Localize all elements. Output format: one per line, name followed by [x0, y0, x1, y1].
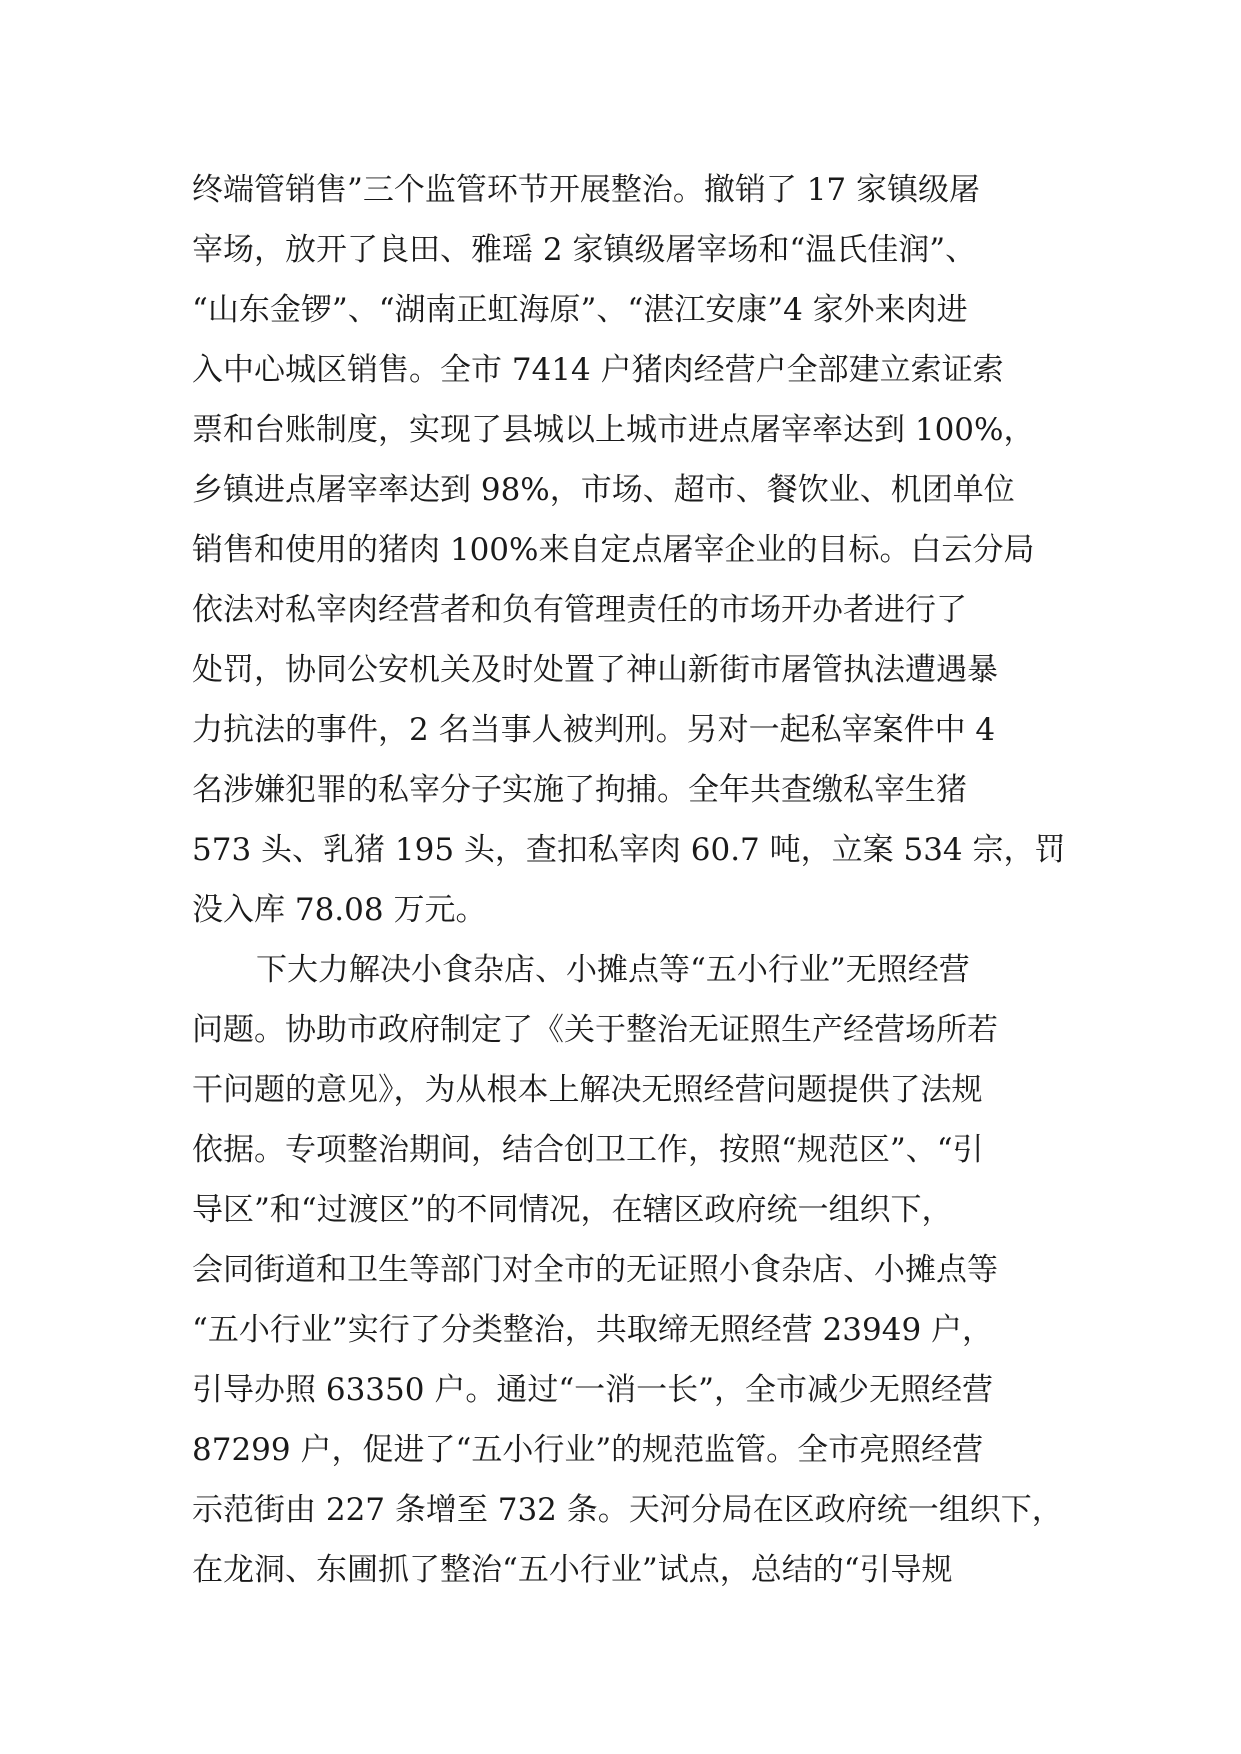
text-line: 依法对私宰肉经营者和负有管理责任的市场开办者进行了 [192, 592, 967, 628]
text-line: 87299 户，促进了“五小行业”的规范监管。全市亮照经营 [192, 1432, 984, 1468]
text-line: 乡镇进点屠宰率达到 98%，市场、超市、餐饮业、机团单位 [192, 472, 1015, 508]
body-text [192, 160, 1066, 1600]
text-line: “五小行业”实行了分类整治，共取缔无照经营 23949 户， [192, 1312, 994, 1348]
text-line: 示范街由 227 条增至 732 条。天河分局在区政府统一组织下， [192, 1492, 1063, 1528]
text-line: 销售和使用的猪肉 100%来自定点屠宰企业的目标。白云分局 [192, 532, 1035, 568]
text-line: 名涉嫌犯罪的私宰分子实施了拘捕。全年共查缴私宰生猪 [192, 772, 967, 808]
text-line: 干问题的意见》，为从根本上解决无照经营问题提供了法规 [192, 1072, 983, 1108]
text-line: 处罚，协同公安机关及时处置了神山新街市屠管执法遭遇暴 [192, 652, 998, 688]
paragraph [192, 160, 1066, 940]
paragraph [192, 940, 1063, 1600]
text-line: 问题。协助市政府制定了《关于整治无证照生产经营场所若 [192, 1012, 998, 1048]
text-line: 导区”和“过渡区”的不同情况，在辖区政府统一组织下， [192, 1192, 953, 1228]
text-line: 依据。专项整治期间，结合创卫工作，按照“规范区”、“引 [192, 1132, 984, 1168]
text-line: 终端管销售”三个监管环节开展整治。撤销了 17 家镇级屠 [192, 172, 980, 208]
text-line: “山东金锣”、“湖南正虹海原”、“湛江安康”4 家外来肉进 [192, 292, 968, 328]
text-line: 宰场，放开了良田、雅瑶 2 家镇级屠宰场和“温氏佳润”、 [192, 232, 977, 268]
text-line: 力抗法的事件，2 名当事人被判刑。另对一起私宰案件中 4 [192, 712, 996, 748]
text-line: 下大力解决小食杂店、小摊点等“五小行业”无照经营 [256, 952, 970, 988]
text-line: 入中心城区销售。全市 7414 户猪肉经营户全部建立索证索 [192, 352, 1004, 388]
text-line: 引导办照 63350 户。通过“一消一长”，全市减少无照经营 [192, 1372, 994, 1408]
text-line: 票和台账制度，实现了县城以上城市进点屠宰率达到 100%， [192, 412, 1035, 448]
text-line: 没入库 78.08 万元。 [192, 892, 487, 928]
text-line: 会同街道和卫生等部门对全市的无证照小食杂店、小摊点等 [192, 1252, 998, 1288]
text-line: 573 头、乳猪 195 头，查扣私宰肉 60.7 吨，立案 534 宗，罚 [192, 832, 1066, 868]
text-line: 在龙洞、东圃抓了整治“五小行业”试点，总结的“引导规 [192, 1552, 953, 1588]
